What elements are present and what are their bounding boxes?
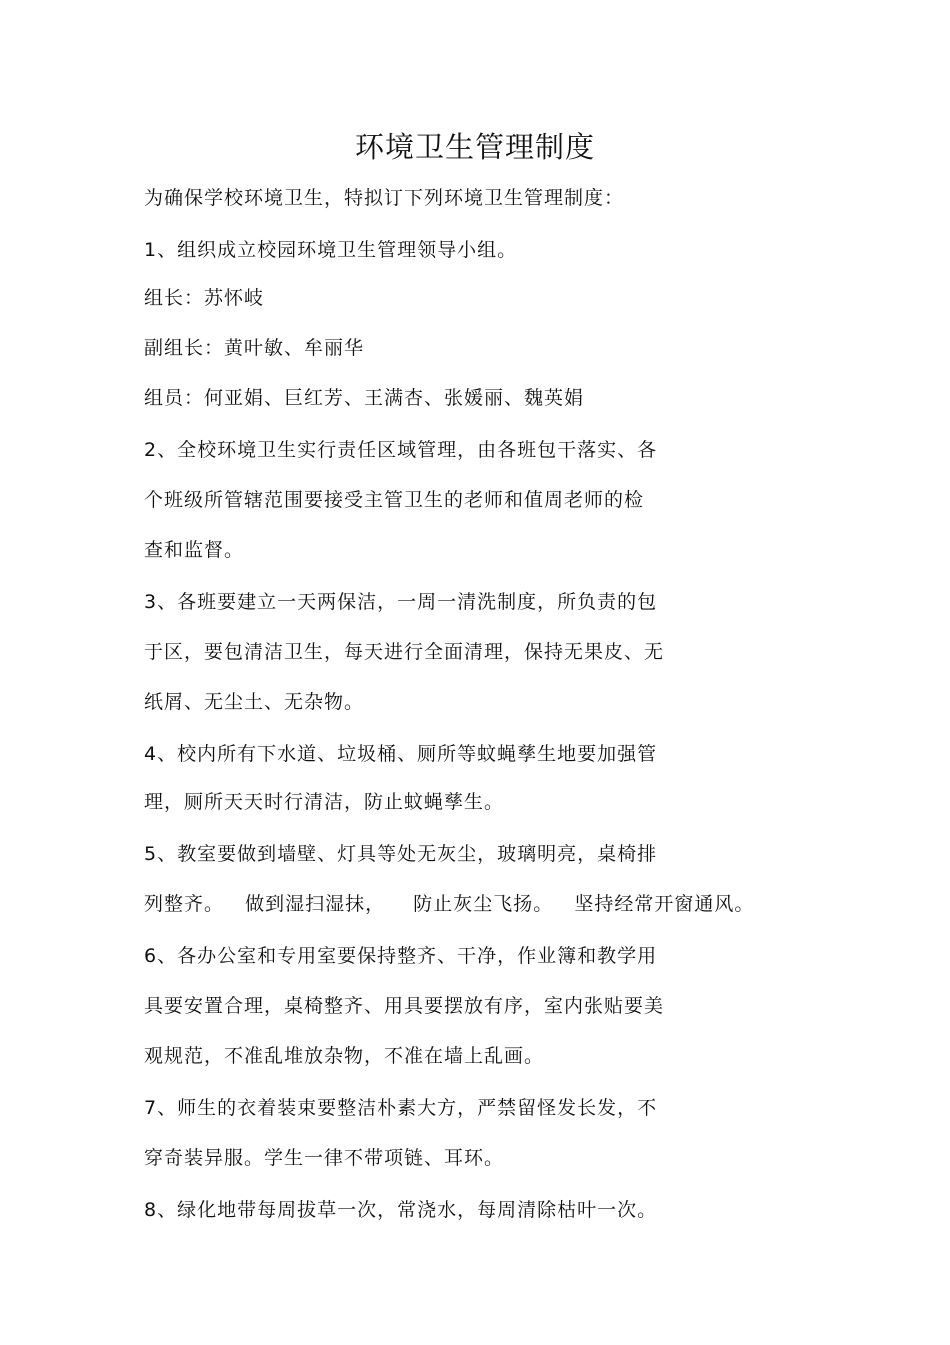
members-line: 组员：何亚娟、巨红芳、王满杏、张媛丽、魏英娟: [144, 387, 585, 409]
item-5-line-1: 5、教室要做到墙壁、灯具等处无灰尘，玻璃明亮，桌椅排: [144, 843, 658, 865]
item-3-line-2: 于区，要包清洁卫生，每天进行全面清理，保持无果皮、无: [144, 641, 665, 663]
document-title: 环境卫生管理制度: [354, 130, 595, 164]
item-6-line-1: 6、各办公室和专用室要保持整齐、干净，作业簿和教学用: [144, 945, 658, 967]
item-2-line-2: 个班级所管辖范围要接受主管卫生的老师和值周老师的检: [144, 489, 645, 511]
leader-line: 组长：苏怀岐: [144, 287, 265, 309]
item-2-line-1: 2、全校环境卫生实行责任区域管理，由各班包干落实、各: [144, 439, 658, 461]
item-6-line-3: 观规范，不准乱堆放杂物，不准在墙上乱画。: [144, 1045, 545, 1067]
item-7-line-2: 穿奇装异服。学生一律不带项链、耳环。: [144, 1147, 505, 1169]
intro-line: 为确保学校环境卫生，特拟订下列环境卫生管理制度：: [144, 187, 625, 209]
item-5-line-2: 列整齐。 做到湿扫湿抹， 防止灰尘飞扬。 坚持经常开窗通风。: [144, 893, 755, 915]
item-7-line-1: 7、师生的衣着装束要整洁朴素大方，严禁留怪发长发，不: [144, 1097, 658, 1119]
item-1-line: 1、组织成立校园环境卫生管理领导小组。: [144, 239, 518, 261]
item-3-line-1: 3、各班要建立一天两保洁，一周一清洗制度，所负责的包: [144, 591, 658, 613]
item-3-line-3: 纸屑、无尘土、无杂物。: [144, 691, 365, 713]
item-4-line-1: 4、校内所有下水道、垃圾桶、厕所等蚊蝇孳生地要加强管: [144, 743, 658, 765]
item-2-line-3: 查和监督。: [144, 539, 245, 561]
item-6-line-2: 具要安置合理，桌椅整齐、用具要摆放有序，室内张贴要美: [144, 995, 665, 1017]
item-8-line-1: 8、绿化地带每周拔草一次，常浇水，每周清除枯叶一次。: [144, 1199, 658, 1221]
item-4-line-2: 理，厕所天天时行清洁，防止蚊蝇孳生。: [144, 791, 505, 813]
deputy-leader-line: 副组长：黄叶敏、牟丽华: [144, 337, 365, 359]
